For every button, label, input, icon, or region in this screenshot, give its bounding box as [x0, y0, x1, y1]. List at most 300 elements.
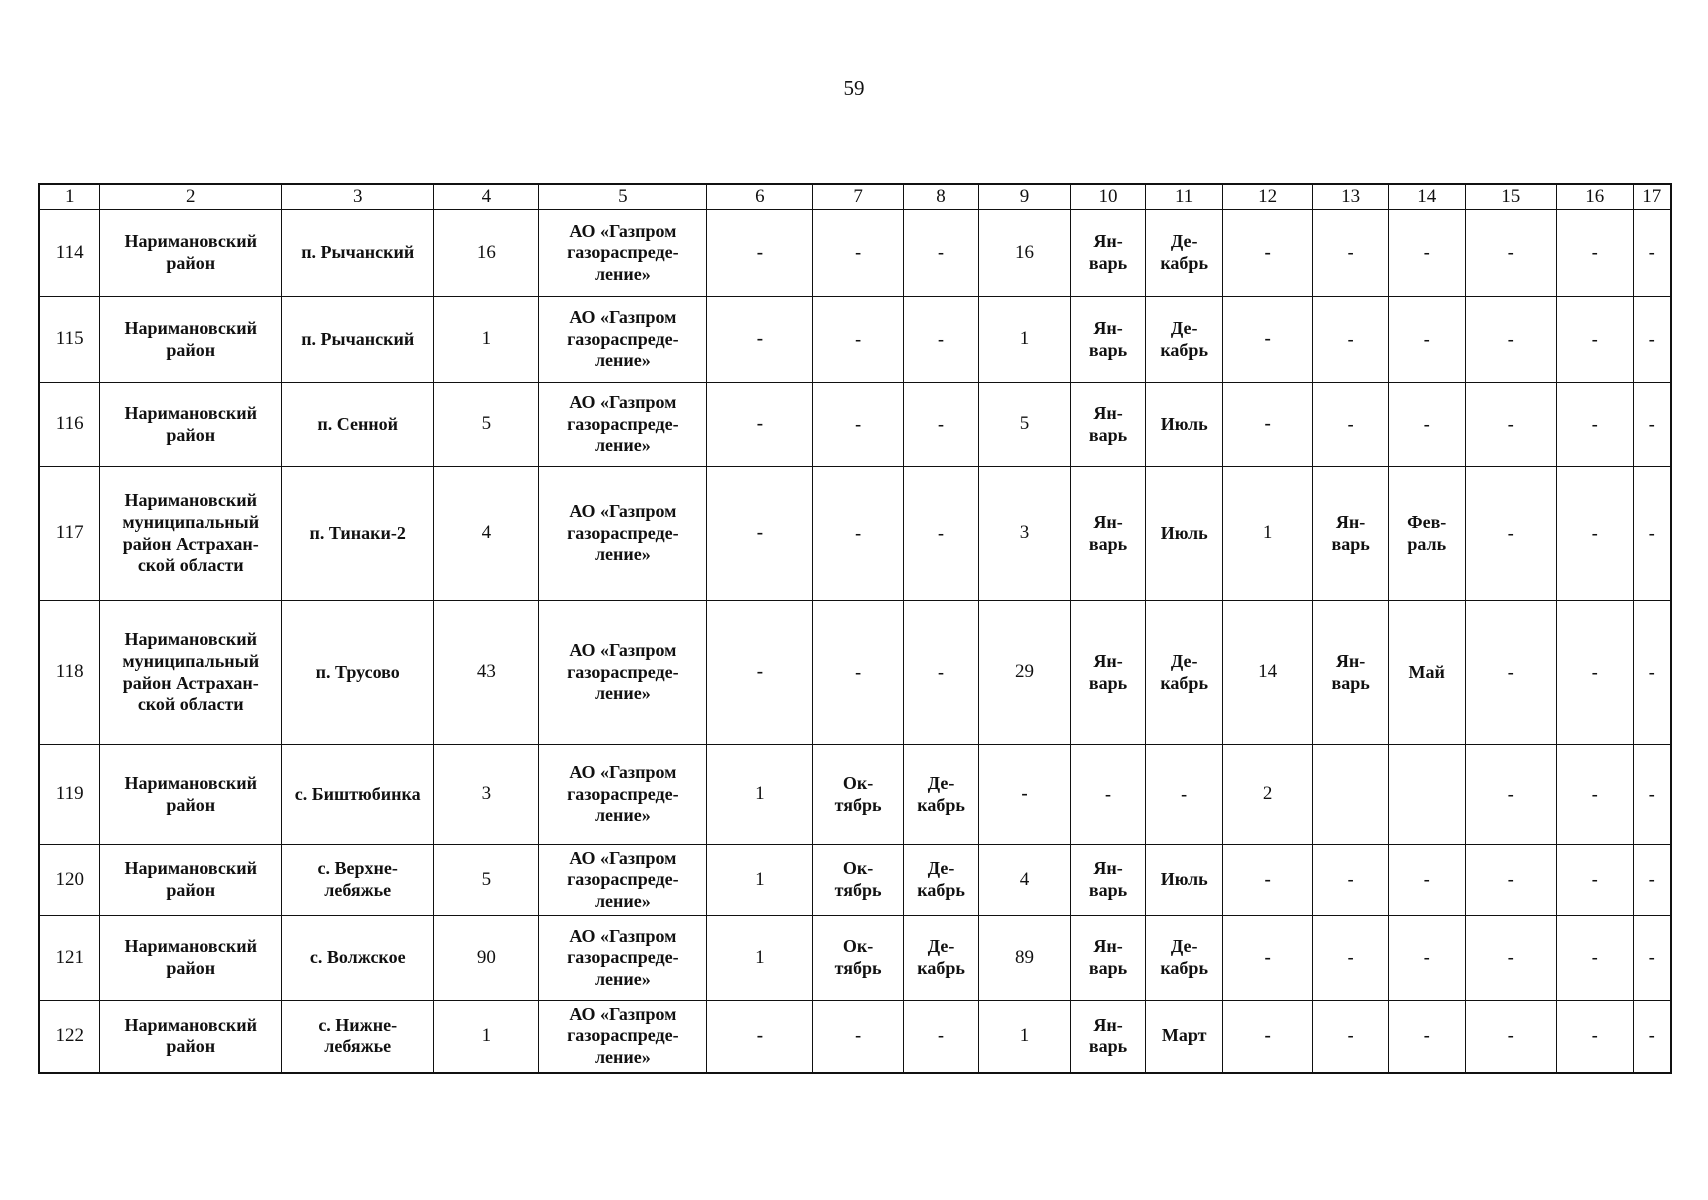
table-cell [903, 297, 979, 383]
table-cell [707, 845, 813, 916]
table-cell [707, 383, 813, 467]
column-header: 9 [979, 184, 1070, 210]
cell-text: - [938, 522, 945, 543]
table-cell [979, 210, 1070, 297]
cell-text: Де- кабрь [917, 936, 965, 978]
table-cell [903, 745, 979, 845]
table-cell [979, 1001, 1070, 1073]
cell-text: Наримановский район [124, 1014, 257, 1057]
cell-text: - [855, 413, 862, 434]
cell-text: Ян- варь [1088, 936, 1128, 978]
cell-text: - [855, 328, 862, 349]
cell-text: АО «Газпром газораспреде- ление» [567, 392, 679, 456]
table-cell [1313, 467, 1389, 601]
table-cell [813, 297, 903, 383]
cell-text: 121 [55, 946, 84, 968]
table-cell [1070, 916, 1146, 1001]
table-cell [1633, 745, 1671, 845]
table-cell [813, 745, 903, 845]
table-cell [903, 383, 979, 467]
table-cell [1313, 601, 1389, 745]
cell-text: - [1591, 242, 1598, 263]
cell-text: - [1591, 947, 1598, 968]
page-number: 59 [843, 76, 865, 100]
table-cell [100, 210, 282, 297]
table-cell [1633, 210, 1671, 297]
table-cell [1070, 383, 1146, 467]
cell-text: - [1591, 1025, 1598, 1046]
table-cell [707, 916, 813, 1001]
table-cell [539, 467, 707, 601]
table-cell [903, 845, 979, 916]
table-cell [1222, 916, 1312, 1001]
table-cell [1556, 467, 1633, 601]
data-table [38, 183, 1672, 1074]
table-row [39, 210, 1671, 297]
column-header: 17 [1633, 184, 1671, 210]
cell-text: Де- кабрь [1160, 231, 1208, 273]
column-header: 11 [1146, 184, 1223, 210]
table-cell [979, 845, 1070, 916]
column-header: 6 [707, 184, 813, 210]
cell-text: - [938, 413, 945, 434]
column-header: 10 [1070, 184, 1146, 210]
cell-text: 2 [1262, 783, 1273, 805]
table-cell [539, 1001, 707, 1073]
cell-text: - [1347, 328, 1354, 349]
cell-text: 1 [481, 1024, 492, 1046]
cell-text: 1 [755, 783, 765, 805]
table-row [39, 383, 1671, 467]
cell-text: - [1423, 947, 1430, 968]
table-cell [979, 745, 1070, 845]
table-cell [1146, 916, 1223, 1001]
cell-text: - [938, 328, 945, 349]
cell-text: Ян- варь [1088, 402, 1128, 445]
table-cell [979, 467, 1070, 601]
cell-text: - [756, 1024, 764, 1046]
table-cell [1388, 297, 1465, 383]
cell-text: 1 [755, 946, 765, 968]
cell-text: п. Тинаки-2 [309, 522, 406, 543]
cell-text: Ян- варь [1088, 1014, 1128, 1057]
header-row [39, 184, 1671, 210]
cell-text: 115 [55, 328, 84, 350]
table-cell [434, 297, 539, 383]
cell-text: - [855, 661, 862, 682]
cell-text: Де- кабрь [1160, 317, 1208, 360]
cell-text: - [1648, 661, 1655, 682]
table-cell [539, 210, 707, 297]
cell-text: - [1264, 1024, 1271, 1046]
cell-text: Июль [1160, 869, 1208, 890]
column-header: 5 [539, 184, 707, 210]
cell-text: п. Сенной [317, 413, 399, 434]
cell-text: 1 [1262, 522, 1273, 544]
table-cell [539, 916, 707, 1001]
cell-text: - [1591, 413, 1598, 434]
cell-text: 5 [481, 413, 492, 435]
table-cell [1146, 845, 1223, 916]
table-cell [1222, 383, 1312, 467]
table-cell [1556, 601, 1633, 745]
cell-text: Де- кабрь [917, 772, 965, 815]
cell-text: Де- кабрь [1160, 936, 1208, 978]
table-cell [539, 601, 707, 745]
table-cell [39, 467, 100, 601]
cell-text: - [1648, 328, 1655, 349]
table-cell [539, 297, 707, 383]
cell-text: - [1648, 783, 1655, 804]
table-cell [1556, 297, 1633, 383]
table-cell [434, 383, 539, 467]
cell-text: - [1264, 413, 1271, 435]
cell-text: - [938, 242, 945, 263]
cell-text: 4 [1019, 868, 1030, 890]
cell-text: 16 [1015, 241, 1035, 263]
cell-text: - [1648, 1025, 1655, 1046]
table-cell [813, 916, 903, 1001]
cell-text: 90 [476, 946, 496, 968]
table-row [39, 916, 1671, 1001]
table-cell [1465, 383, 1556, 467]
cell-text: Ян- варь [1088, 511, 1128, 554]
cell-text: - [1347, 413, 1354, 434]
table-cell [1465, 601, 1556, 745]
cell-text: - [1591, 783, 1598, 804]
cell-text: - [1347, 1025, 1354, 1046]
cell-text: - [1648, 522, 1655, 543]
table-cell [1388, 383, 1465, 467]
table-cell [1465, 1001, 1556, 1073]
cell-text: 114 [55, 241, 84, 263]
table-row [39, 467, 1671, 601]
table-cell [539, 845, 707, 916]
table-cell [1222, 210, 1312, 297]
table-cell [1070, 601, 1146, 745]
table-cell [979, 297, 1070, 383]
table-row [39, 297, 1671, 383]
table-cell [434, 745, 539, 845]
column-header: 16 [1556, 184, 1633, 210]
table-cell [1070, 210, 1146, 297]
table-body [39, 210, 1671, 1073]
cell-text: - [855, 522, 862, 543]
table-cell [282, 601, 434, 745]
table-cell [1222, 467, 1312, 601]
table-cell [903, 467, 979, 601]
column-header: 1 [39, 184, 100, 210]
cell-text: Ян- варь [1331, 511, 1370, 554]
table-cell [707, 745, 813, 845]
table-cell [434, 210, 539, 297]
cell-text: - [855, 1025, 862, 1046]
cell-text: Ян- варь [1088, 317, 1128, 360]
cell-text: 1 [481, 328, 492, 350]
cell-text: - [1648, 947, 1655, 968]
cell-text: 5 [481, 868, 492, 890]
table-cell [282, 845, 434, 916]
cell-text: 119 [55, 783, 84, 805]
table-cell [1388, 845, 1465, 916]
cell-text: - [1507, 242, 1514, 263]
cell-text: Ян- варь [1088, 650, 1128, 693]
cell-text: АО «Газпром газораспреде- ление» [567, 925, 679, 989]
table-cell [434, 1001, 539, 1073]
cell-text: 120 [55, 868, 84, 890]
table-cell [434, 601, 539, 745]
table-cell [434, 467, 539, 601]
cell-text: - [1264, 868, 1271, 890]
cell-text: - [1423, 413, 1430, 434]
column-header: 14 [1388, 184, 1465, 210]
cell-text: - [1264, 946, 1271, 968]
table-cell [1146, 383, 1223, 467]
cell-text: Наримановский район [124, 402, 257, 445]
cell-text: 3 [1019, 522, 1030, 544]
table-cell [1222, 297, 1312, 383]
table-cell [100, 297, 282, 383]
table-cell [1556, 383, 1633, 467]
cell-text: 89 [1015, 946, 1035, 968]
table-row [39, 601, 1671, 745]
cell-text: - [1105, 783, 1112, 804]
table-cell [39, 297, 100, 383]
cell-text: - [1423, 1025, 1430, 1046]
cell-text: АО «Газпром газораспреде- ление» [567, 1003, 679, 1068]
cell-text: - [1648, 869, 1655, 890]
table-cell [1633, 467, 1671, 601]
cell-text: - [1423, 869, 1430, 890]
table-cell [39, 745, 100, 845]
table-row [39, 1001, 1671, 1073]
cell-text: Ок- тябрь [834, 772, 882, 815]
table-cell [1146, 745, 1223, 845]
cell-text: - [1264, 241, 1271, 263]
cell-text: АО «Газпром газораспреде- ление» [567, 307, 679, 371]
column-header: 15 [1465, 184, 1556, 210]
column-header: 7 [813, 184, 903, 210]
cell-text: 122 [55, 1024, 84, 1046]
cell-text: Наримановский район [124, 772, 257, 815]
cell-text: Ян- варь [1088, 231, 1128, 273]
cell-text: Июль [1160, 522, 1208, 543]
column-header: 2 [100, 184, 282, 210]
cell-text: - [1423, 242, 1430, 263]
table-cell [903, 601, 979, 745]
cell-text: Де- кабрь [1160, 650, 1208, 693]
cell-text: Де- кабрь [917, 858, 965, 900]
table-cell [1388, 601, 1465, 745]
cell-text: АО «Газпром газораспреде- ление» [567, 640, 679, 704]
cell-text: - [1507, 661, 1514, 682]
cell-text: 1 [1019, 328, 1030, 350]
cell-text: - [1507, 522, 1514, 543]
table-cell [813, 601, 903, 745]
cell-text: - [938, 1025, 945, 1046]
table-cell [1465, 845, 1556, 916]
cell-text: - [1507, 328, 1514, 349]
table-cell [1465, 297, 1556, 383]
cell-text: Ян- варь [1331, 650, 1370, 693]
table-cell [1556, 745, 1633, 845]
table-cell [1388, 916, 1465, 1001]
cell-text: - [938, 661, 945, 682]
table-cell [1070, 467, 1146, 601]
cell-text: Наримановский район [124, 858, 257, 900]
cell-text: - [1507, 783, 1514, 804]
table-cell [1465, 745, 1556, 845]
table-cell [1146, 1001, 1223, 1073]
cell-text: 5 [1019, 413, 1030, 435]
cell-text: Наримановский район [124, 317, 257, 360]
table-cell [434, 916, 539, 1001]
table-cell [1556, 916, 1633, 1001]
table-cell [282, 297, 434, 383]
cell-text: п. Трусово [315, 661, 400, 682]
table-cell [39, 916, 100, 1001]
cell-text: - [1648, 242, 1655, 263]
table-cell [1633, 845, 1671, 916]
column-header: 8 [903, 184, 979, 210]
cell-text: Ян- варь [1088, 858, 1128, 900]
cell-text: 16 [476, 241, 496, 263]
cell-text: - [1181, 783, 1188, 804]
cell-text: АО «Газпром газораспреде- ление» [567, 220, 679, 284]
cell-text: с. Верхне- лебяжье [317, 858, 398, 900]
table-cell [707, 297, 813, 383]
table-cell [39, 383, 100, 467]
table-cell [100, 1001, 282, 1073]
table-cell [539, 383, 707, 467]
cell-text: - [1648, 413, 1655, 434]
table-cell [282, 383, 434, 467]
table-cell [1222, 1001, 1312, 1073]
table-cell [1388, 467, 1465, 601]
table-cell [539, 745, 707, 845]
table-cell [1556, 1001, 1633, 1073]
cell-text: - [1347, 869, 1354, 890]
table-cell [1388, 745, 1465, 845]
cell-text: - [1591, 522, 1598, 543]
cell-text: Март [1161, 1025, 1207, 1046]
table-cell [100, 383, 282, 467]
cell-text: 29 [1015, 661, 1035, 683]
table-cell [1070, 745, 1146, 845]
cell-text: - [1591, 661, 1598, 682]
table-cell [1465, 916, 1556, 1001]
cell-text: Ок- тябрь [834, 858, 882, 900]
cell-text: Май [1408, 661, 1445, 682]
table-cell [813, 383, 903, 467]
table-cell [100, 601, 282, 745]
table-cell [1070, 297, 1146, 383]
table-cell [707, 210, 813, 297]
table-cell [813, 845, 903, 916]
cell-text: 43 [476, 661, 496, 683]
cell-text: 118 [55, 661, 84, 683]
cell-text: АО «Газпром газораспреде- ление» [567, 762, 679, 826]
table-cell [1313, 845, 1389, 916]
table-cell [100, 745, 282, 845]
cell-text: - [1347, 242, 1354, 263]
column-header: 4 [434, 184, 539, 210]
cell-text: Наримановский район [124, 231, 257, 273]
table-cell [1070, 845, 1146, 916]
table-cell [813, 467, 903, 601]
table-cell [100, 916, 282, 1001]
table-cell [1313, 297, 1389, 383]
table-cell [1633, 601, 1671, 745]
table-cell [39, 210, 100, 297]
table-cell [434, 845, 539, 916]
cell-text: с. Биштюбинка [294, 783, 421, 804]
table-cell [100, 845, 282, 916]
table-cell [39, 1001, 100, 1073]
cell-text: 1 [1019, 1024, 1030, 1046]
cell-text: Ок- тябрь [834, 936, 882, 978]
table-cell [979, 383, 1070, 467]
table-cell [813, 210, 903, 297]
cell-text: 116 [55, 413, 84, 435]
table-cell [1070, 1001, 1146, 1073]
table-cell [1146, 210, 1223, 297]
table-cell [1222, 601, 1312, 745]
cell-text: Июль [1160, 413, 1208, 434]
cell-text: - [1264, 328, 1271, 350]
cell-text: - [756, 241, 764, 263]
table-row [39, 845, 1671, 916]
cell-text: - [1507, 1025, 1514, 1046]
table-cell [1313, 210, 1389, 297]
table-cell [282, 210, 434, 297]
cell-text: Наримановский муниципальный район Астрахан- ской области [122, 629, 260, 715]
cell-text: 1 [755, 868, 765, 890]
cell-text: с. Нижне- лебяжье [318, 1014, 398, 1057]
cell-text: - [1021, 783, 1028, 805]
table-cell [1313, 1001, 1389, 1073]
column-header: 3 [282, 184, 434, 210]
table-cell [39, 845, 100, 916]
cell-text: 117 [55, 522, 84, 544]
cell-text: - [1591, 328, 1598, 349]
table-cell [903, 1001, 979, 1073]
cell-text: п. Рычанский [301, 242, 415, 263]
cell-text: - [1591, 869, 1598, 890]
cell-text: Фев- раль [1407, 511, 1447, 554]
cell-text: 14 [1258, 661, 1278, 683]
table-cell [1556, 210, 1633, 297]
table-cell [1465, 210, 1556, 297]
cell-text: - [756, 413, 764, 435]
table-cell [1313, 745, 1389, 845]
cell-text: АО «Газпром газораспреде- ление» [567, 847, 679, 911]
cell-text: п. Рычанский [301, 328, 415, 349]
table-cell [1313, 383, 1389, 467]
table-cell [282, 467, 434, 601]
cell-text: - [1423, 328, 1430, 349]
table-cell [1633, 383, 1671, 467]
table-cell [1465, 467, 1556, 601]
cell-text: - [1507, 869, 1514, 890]
table-cell [903, 916, 979, 1001]
table-cell [707, 1001, 813, 1073]
table-cell [39, 601, 100, 745]
table-cell [979, 916, 1070, 1001]
table-cell [1633, 297, 1671, 383]
table-cell [282, 916, 434, 1001]
cell-text: АО «Газпром газораспреде- ление» [567, 501, 679, 565]
